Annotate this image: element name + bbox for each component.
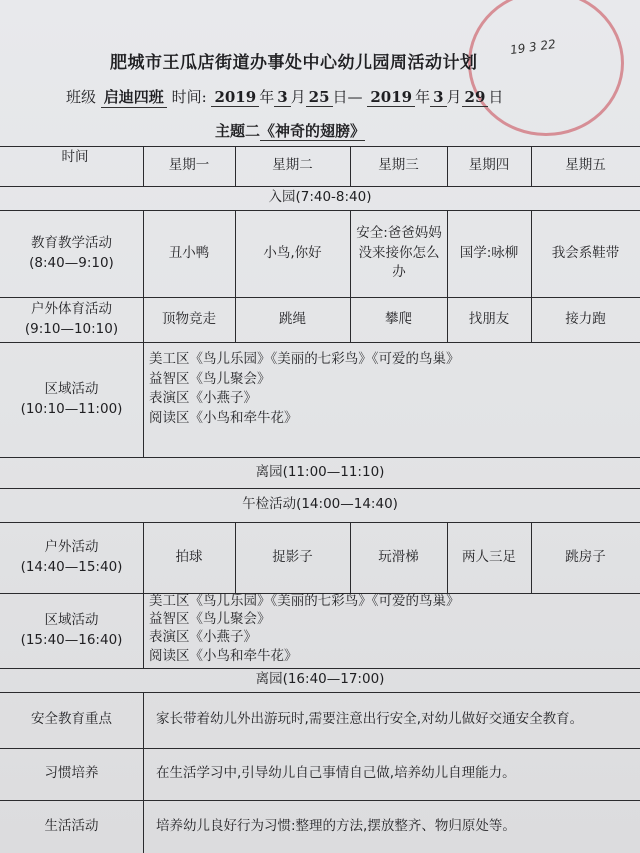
teaching-cell: 安全:爸爸妈妈没来接你怎么办: [356, 225, 442, 281]
arrival-row: 入园(7:40-8:40): [268, 189, 372, 206]
teaching-cell: 我会系鞋带: [551, 244, 620, 261]
safety-label: 安全教育重点: [31, 711, 112, 728]
outdoor1-cell: 接力跑: [565, 310, 606, 327]
habit-label: 习惯培养: [44, 765, 99, 782]
handwritten-date: 19 3 22: [509, 36, 557, 58]
document-title: 肥城市王瓜店街道办事处中心幼儿园周活动计划: [110, 53, 478, 73]
class-time-line: 班级 启迪四班 时间: 2019 年 3 月 25 日— 2019 年 3 月 29 日: [66, 88, 504, 106]
life-text: 培养幼儿良好行为习惯:整理的方法,摆放整齐、物归原处等。: [156, 817, 516, 834]
outdoor2-cell: 捉影子: [272, 548, 313, 565]
area2-label: 区域活动 (15:40—16:40): [20, 611, 123, 648]
header-day: 星期一: [168, 157, 210, 174]
outdoor2-cell: 跳房子: [565, 548, 606, 565]
header-day: 星期四: [468, 157, 510, 174]
header-time: 时间: [61, 149, 89, 166]
habit-text: 在生活学习中,引导幼儿自己事情自己做,培养幼儿自理能力。: [156, 765, 516, 782]
leave2-row: 离园(16:40—17:00): [255, 671, 385, 688]
outdoor2-cell: 拍球: [175, 548, 203, 565]
outdoor1-label: 户外体育活动 (9:10—10:10): [24, 300, 119, 337]
outdoor1-cell: 顶物竞走: [162, 310, 216, 327]
outdoor2-cell: 两人三足: [462, 548, 516, 565]
teaching-cell: 丑小鸭: [168, 244, 210, 261]
header-day: 星期三: [378, 157, 419, 174]
area1-label: 区域活动 (10:10—11:00): [20, 380, 123, 417]
teaching-label: 教育教学活动 (8:40—9:10): [29, 234, 114, 271]
area1-content: 美工区《鸟儿乐园》《美丽的七彩鸟》《可爱的鸟巢》 益智区《鸟儿聚会》 表演区《小燕子》 阅读区《小鸟和牵牛花》: [149, 351, 460, 426]
outdoor1-cell: 攀爬: [385, 310, 412, 327]
outdoor2-cell: 玩滑梯: [378, 548, 419, 565]
area2-content: 美工区《鸟儿乐园》《美丽的七彩鸟》《可爱的鸟巢》 益智区《鸟儿聚会》 表演区《小燕子》 阅读区《小鸟和牵牛花》: [149, 593, 460, 664]
teaching-cell: 小鸟,你好: [263, 244, 322, 261]
teaching-cell: 国学:咏柳: [459, 244, 519, 261]
outdoor1-cell: 找朋友: [468, 310, 510, 327]
outdoor1-cell: 跳绳: [279, 310, 306, 327]
outdoor2-label: 户外活动 (14:40—15:40): [20, 538, 123, 575]
class-name: 启迪四班: [101, 86, 167, 108]
leave1-row: 离园(11:00—11:10): [255, 463, 385, 480]
rule: [143, 692, 144, 853]
safety-text: 家长带着幼儿外出游玩时,需要注意出行安全,对幼儿做好交通安全教育。: [156, 711, 584, 728]
check-row: 午检活动(14:00—14:40): [242, 496, 398, 513]
life-label: 生活活动: [44, 817, 99, 834]
theme-title: 主题二《神奇的翅膀》: [215, 122, 366, 140]
header-day: 星期五: [565, 157, 606, 174]
header-day: 星期二: [272, 157, 313, 174]
